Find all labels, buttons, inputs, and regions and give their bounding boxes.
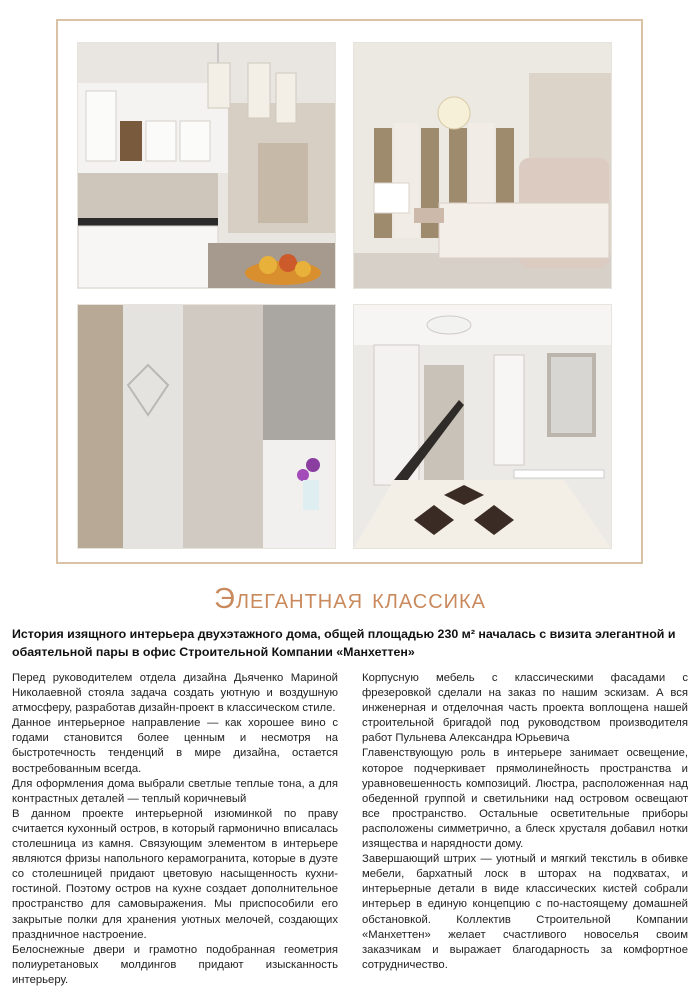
paragraph: Главенствующую роль в интерьере занимает освещение, которое подчеркивает прямолинейность пространства и уравновешенность композиций. Люстра, расположенная над обеденной группой и светильники над островом освещают все пространство. Остальные осветительные приборы расположены симметрично, а блеск хрусталя добавил нотки изящества и нарядности дому.	[362, 747, 688, 851]
article-title: Элегантная классика	[213, 583, 486, 615]
paragraph: Перед руководителем отдела дизайна Дьяченко Мариной Николаевной стояла задача создать уютную и воздушную атмосферу, разработав дизайн-проект в классическом стиле.	[12, 672, 338, 715]
article-lead: История изящного интерьера двухэтажного дома, общей площадью 230 м² началась с визита элегантной и обаятельной пары в офис Строительной Компании «Манхеттен»	[12, 627, 676, 659]
paragraph: Корпусную мебель с классическими фасадами с фрезеровкой сделали на заказ по нашим эскизам. А вся инженерная и отделочная часть проекта воплощена нашей строительной бригадой под руководством производителя работ Пульнева Александра Юрьевича	[362, 672, 688, 745]
bedroom-photo	[353, 42, 612, 289]
hallway-photo	[353, 304, 612, 549]
paragraph: В данном проекте интерьерной изюминкой по праву считается кухонный остров, в который гармонично вписалась столешница из камня. Связующим элементом в интерьере являются фризы напольного керамогранита, которые в дуэте со столешницей придают цветовую насыщенность кухни-гостиной. Поэтому остров на кухне создает дополнительное пространство для самовыражения. Мы приспособили его закрытые полки для хранения уютных мелочей, создающих праздничное настроение.	[12, 807, 338, 941]
bathroom-photo	[77, 304, 336, 549]
paragraph: Белоснежные двери и грамотно подобранная геометрия полиуретановых молдингов придают изысканность интерьеру.	[12, 943, 338, 986]
right-column	[362, 671, 688, 973]
paragraph: Для оформления дома выбрали светлые теплые тона, а для контрастных деталей — теплый коричневый	[12, 777, 338, 805]
paragraph: Данное интерьерное направление — как хорошее вино с годами становится более ценным и несмотря на быстротечность тенденций в мире дизайна, остается востребованным всегда.	[12, 717, 338, 775]
left-column	[12, 671, 338, 988]
kitchen-photo	[77, 42, 336, 289]
paragraph: Завершающий штрих — уютный и мягкий текстиль в обивке мебели, бархатный лоск в шторах на подхватах, и интерьерные детали в виде классических кистей собрали интерьер в единую концепцию с по-настоящему домашней обстановкой. Коллектив Строительной Компании «Манхеттен» желает счастливого новоселья своим заказчикам и выражает благодарность за комфортное сотрудничество.	[362, 853, 688, 971]
